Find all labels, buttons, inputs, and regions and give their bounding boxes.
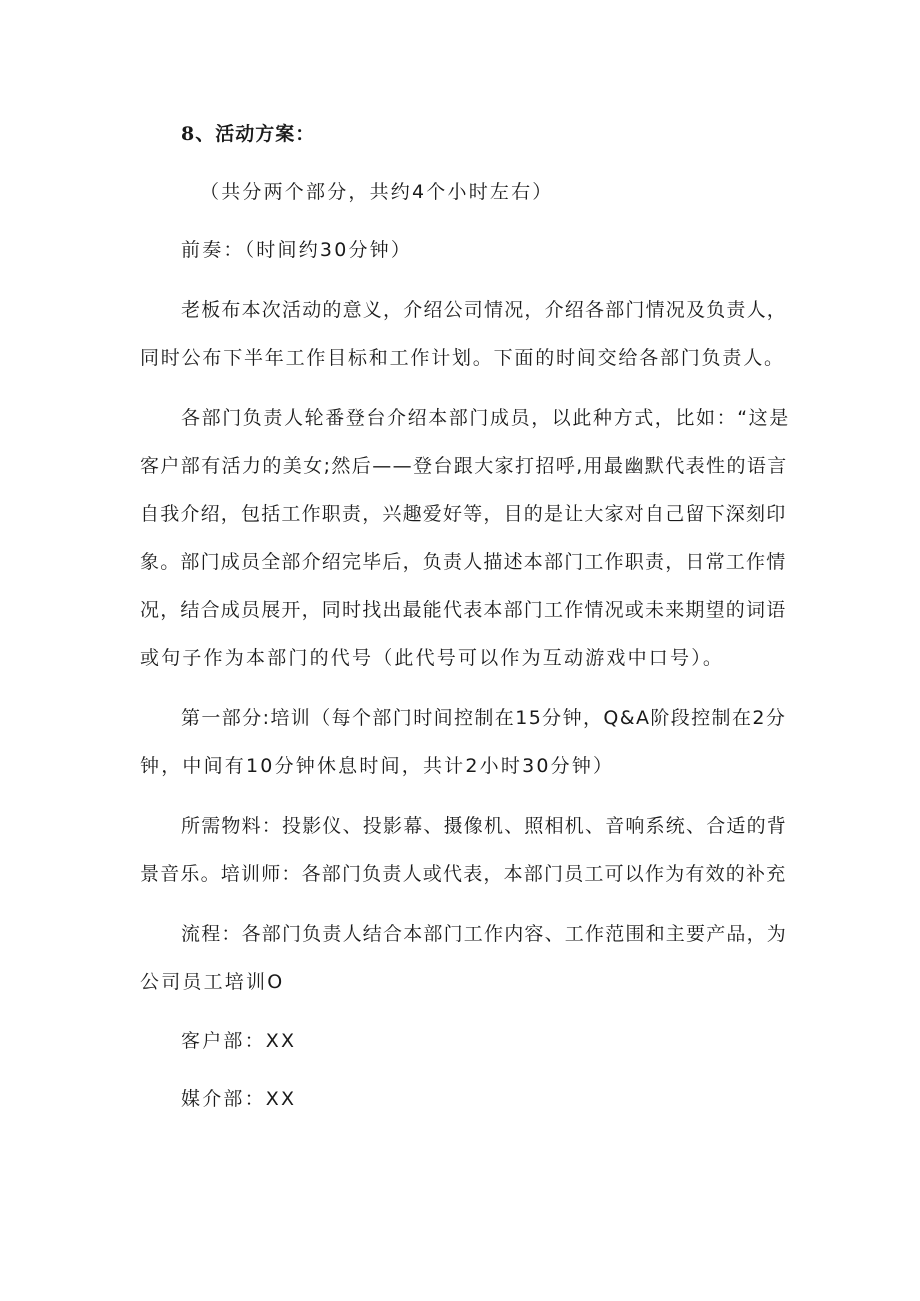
paragraph-line: 景音乐。培训师：各部门负责人或代表，本部门员工可以作为有效的补充 <box>140 863 787 885</box>
paragraph-line: 流程：各部门负责人结合本部门工作内容、工作范围和主要产品，为 <box>181 923 788 945</box>
paragraph-line: 钟，中间有10分钟休息时间，共计2小时30分钟） <box>140 755 615 777</box>
paragraph-line: 公司员工培训O <box>140 971 285 993</box>
section-heading: 8、活动方案： <box>181 123 316 145</box>
paragraph-line: 所需物料：投影仪、投影幕、摄像机、照相机、音响系统、合适的背 <box>181 815 788 837</box>
paragraph-line: 各部门负责人轮番登台介绍本部门成员，以此种方式，比如：“这是 <box>181 407 790 429</box>
paragraph-line: 同时公布下半年工作目标和工作计划。下面的时间交给各部门负责人。 <box>140 347 785 369</box>
paragraph-line: 第一部分:培训（每个部门时间控制在15分钟，Q&A阶段控制在2分 <box>181 707 787 729</box>
intro-text: （共分两个部分，共约4个小时左右） <box>200 181 554 203</box>
paragraph-line: 况，结合成员展开，同时找出最能代表本部门工作情况或未来期望的词语 <box>140 599 787 621</box>
paragraph-line: 客户部有活力的美女;然后——登台跟大家打招呼,用最幽默代表性的语言 <box>140 455 788 477</box>
paragraph-line: 象。部门成员全部介绍完毕后，负责人描述本部门工作职责，日常工作情 <box>140 551 787 573</box>
paragraph-line: 老板布本次活动的意义，介绍公司情况，介绍各部门情况及负责人， <box>181 299 788 321</box>
prelude-text: 前奏：（时间约30分钟） <box>181 239 413 261</box>
paragraph-line: 或句子作为本部门的代号（此代号可以作为互动游戏中口号）。 <box>140 647 725 669</box>
department-line: 客户部：XX <box>181 1030 297 1052</box>
department-line: 媒介部：XX <box>181 1088 297 1110</box>
paragraph-line: 自我介绍，包括工作职责，兴趣爱好等，目的是让大家对自己留下深刻印 <box>140 503 787 525</box>
